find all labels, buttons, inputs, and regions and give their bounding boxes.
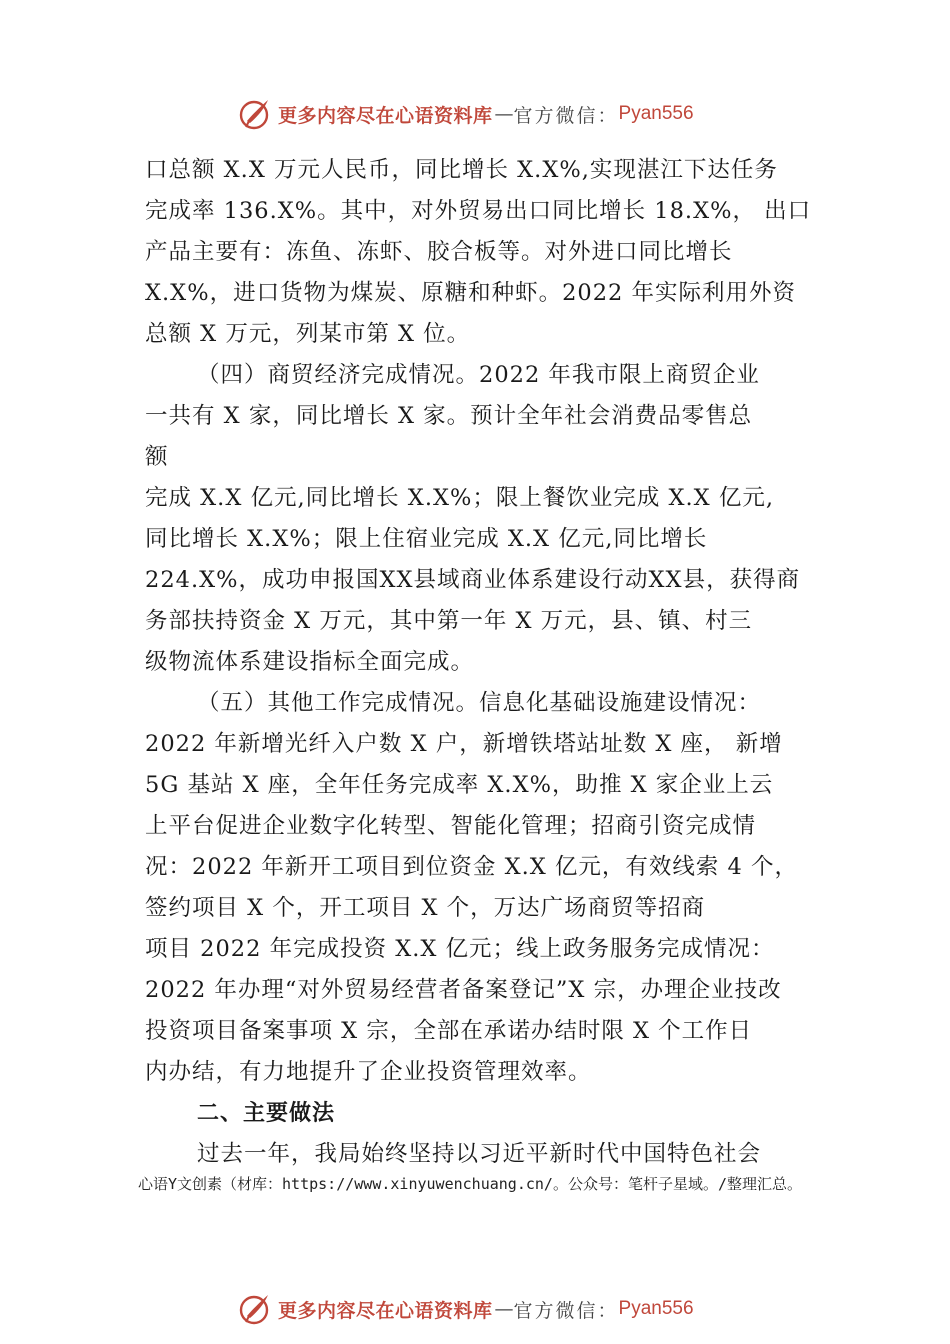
quill-seal-icon	[238, 97, 272, 131]
section-heading: 二、主要做法	[197, 1101, 336, 1126]
body-text-line: 5G 基站 X 座，全年任务完成率 X.X%，助推 X 家企业上云	[145, 772, 774, 798]
banner-dash: —	[494, 103, 514, 125]
body-text-line: 务部扶持资金 X 万元，其中第一年 X 万元，县、镇、村三	[145, 608, 753, 634]
body-text-line: （四）商贸经济完成情况。2022 年我市限上商贸企业	[197, 362, 760, 388]
top-banner	[238, 96, 694, 132]
banner-dash: —	[494, 1298, 514, 1320]
body-text-line: 过去一年，我局始终坚持以习近平新时代中国特色社会	[197, 1141, 762, 1167]
banner-wechat-label: 官方微信：	[513, 104, 619, 127]
body-text-line: 2022 年新增光纤入户数 X 户，新增铁塔站址数 X 座， 新增	[145, 731, 783, 757]
banner-account: Pyan556	[618, 1298, 694, 1319]
body-text-line: 同比增长 X.X%；限上住宿业完成 X.X 亿元,同比增长	[145, 526, 708, 552]
body-text-line: 级物流体系建设指标全面完成。	[145, 649, 475, 675]
body-text-line: 一共有 X 家，同比增长 X 家。预计全年社会消费品零售总	[145, 403, 753, 429]
body-text-line: X.X%，进口货物为煤炭、原糖和种虾。2022 年实际利用外资	[145, 280, 796, 306]
body-text-line: 完成率 136.X%。其中，对外贸易出口同比增长 18.X%， 出口	[145, 198, 812, 224]
bottom-banner	[238, 1291, 694, 1327]
source-note: 心语Y文创素（材库：https://www.xinyuwenchuang.cn/。公众号：笔杆子星域。/整理汇总。	[138, 1175, 802, 1193]
body-text-line: 224.X%，成功申报国XX县域商业体系建设行动XX县，获得商	[145, 567, 801, 593]
body-text-line: 完成 X.X 亿元,同比增长 X.X%；限上餐饮业完成 X.X 亿元,	[145, 485, 775, 511]
banner-brand: 更多内容尽在心语资料库	[278, 104, 493, 127]
body-text-line: 2022 年办理“对外贸易经营者备案登记”X 宗，办理企业技改	[145, 977, 782, 1003]
body-text-line: 签约项目 X 个，开工项目 X 个，万达广场商贸等招商	[145, 895, 706, 921]
banner-brand: 更多内容尽在心语资料库	[278, 1299, 493, 1322]
body-text-line: 口总额 X.X 万元人民币，同比增长 X.X%,实现湛江下达任务	[145, 157, 778, 183]
body-text-line: 额	[145, 444, 169, 470]
body-text-line: 项目 2022 年完成投资 X.X 亿元；线上政务服务完成情况：	[145, 936, 775, 962]
banner-wechat-label: 官方微信：	[513, 1299, 619, 1322]
document-body	[145, 150, 825, 1175]
quill-seal-icon	[238, 1292, 272, 1326]
body-text-line: 产品主要有：冻鱼、冻虾、胶合板等。对外进口同比增长	[145, 239, 733, 265]
body-text-line: （五）其他工作完成情况。信息化基础设施建设情况：	[197, 690, 762, 716]
body-text-line: 况：2022 年新开工项目到位资金 X.X 亿元，有效线索 4 个，	[145, 854, 799, 880]
banner-account: Pyan556	[618, 103, 694, 124]
body-text-line: 总额 X 万元，列某市第 X 位。	[145, 321, 471, 347]
body-text-line: 上平台促进企业数字化转型、智能化管理；招商引资完成情	[145, 813, 757, 839]
body-text-line: 内办结，有力地提升了企业投资管理效率。	[145, 1059, 592, 1085]
body-text-line: 投资项目备案事项 X 宗，全部在承诺办结时限 X 个工作日	[145, 1018, 753, 1044]
